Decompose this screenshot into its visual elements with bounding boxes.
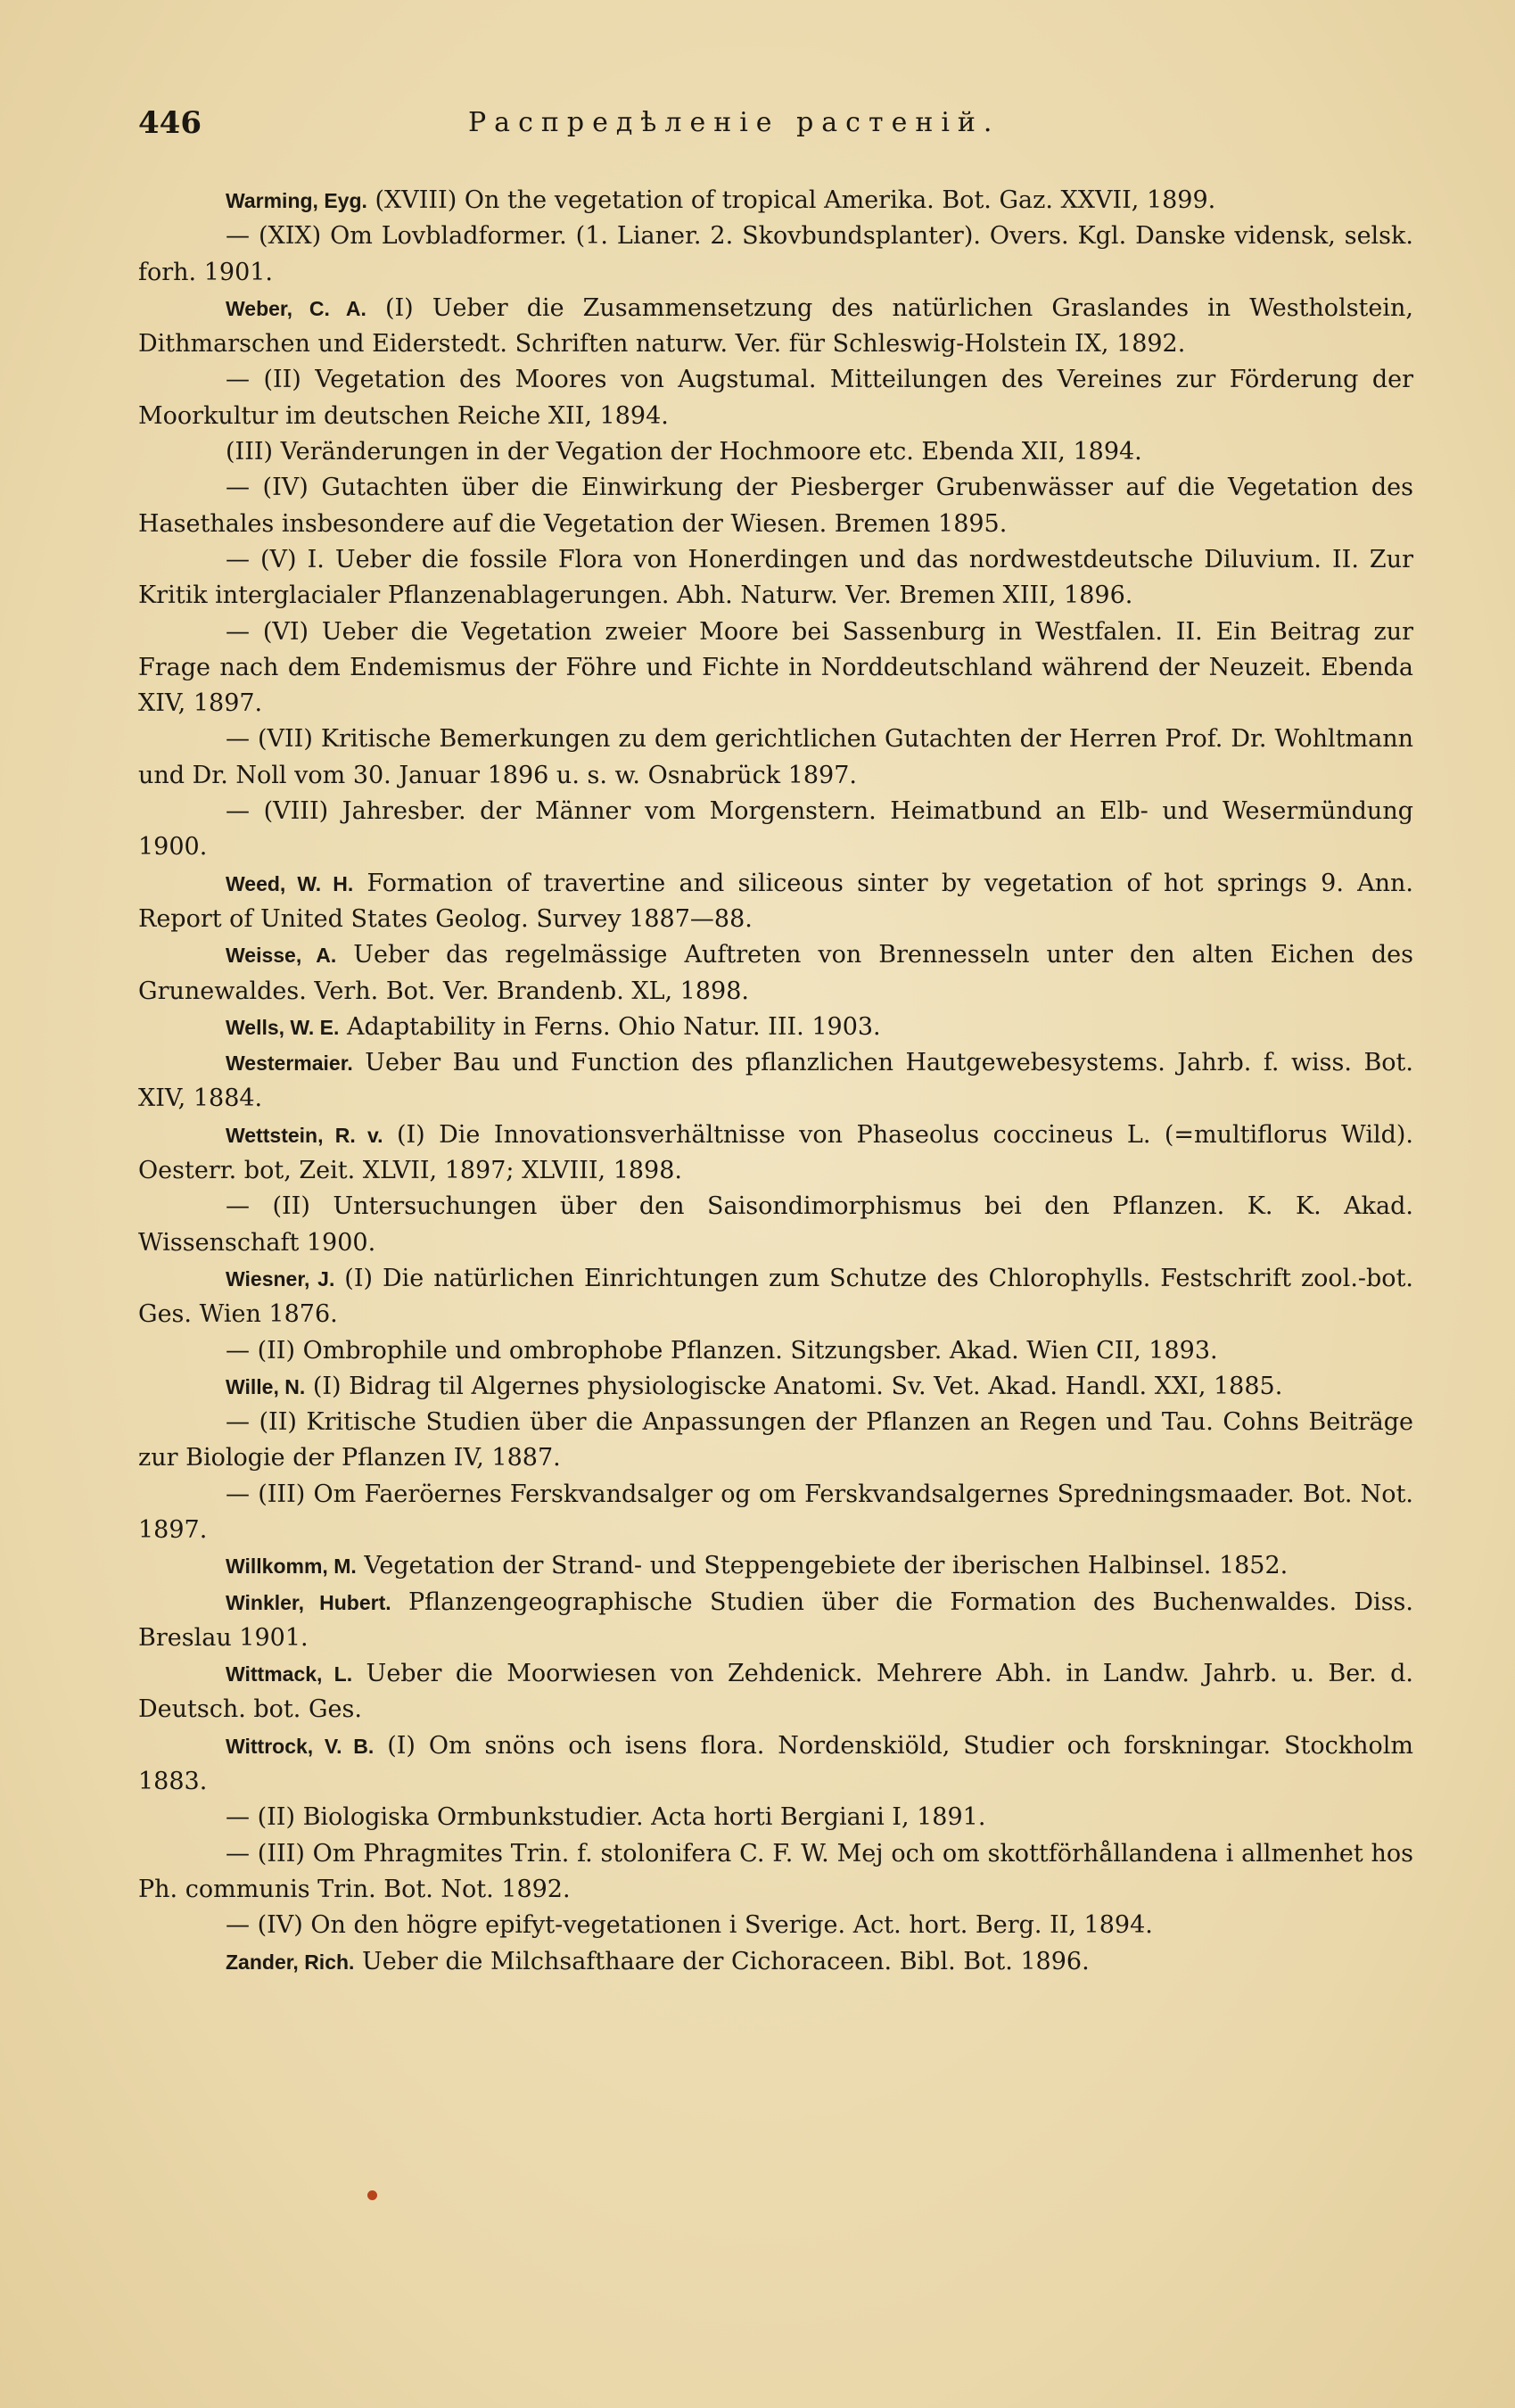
entry-text: Pflanzengeographische Studien über die Formation des Buchenwaldes. Diss. Breslau 1901. [138,1587,1413,1652]
bibliography-entry [138,1836,1413,1909]
entry-author: Westermaier. [226,1051,353,1076]
entry-text: — (II) Vegetation des Moores von Augstumal. Mitteilungen des Vereines zur Förderung der Moorkultur im deutschen Reiche XII, 1894. [138,366,1413,430]
bibliography-entry [138,291,1413,363]
bibliography-entry [138,542,1413,614]
entry-text: Ueber Bau und Function des pflanzlichen Hautgewebesystems. Jahrb. f. wiss. Bot. XIV, 1884. [138,1049,1413,1113]
entry-text: — (II) Kritische Studien über die Anpassungen der Pflanzen an Regen und Tau. Cohns Beiträge zur Biologie der Pflanzen IV, 1887. [138,1408,1413,1472]
entry-author: Weisse, A. [226,944,337,968]
bibliography-list [138,183,1413,1980]
entry-text: (I) Bidrag til Algernes physiologiscke Anatomi. Sv. Vet. Akad. Handl. XXI, 1885. [305,1372,1283,1400]
entry-author: Winkler, Hubert. [226,1590,391,1614]
entry-text: Ueber die Milchsafthaare der Cichoraceen. Bibl. Bot. 1896. [354,1947,1090,1975]
bibliography-entry [138,1908,1413,1943]
entry-text: — (VII) Kritische Bemerkungen zu dem gerichtlichen Gutachten der Herren Prof. Dr. Wohltmann und Dr. Noll vom 30. Januar 1896 u. s. w. Osnabrück 1897. [138,725,1413,789]
entry-text: Adaptability in Ferns. Ohio Natur. III. 1903. [339,1012,881,1041]
bibliography-entry [138,219,1413,291]
entry-author: Weber, C. A. [226,296,366,320]
entry-author: Weed, W. H. [226,871,354,895]
entry-text: (XVIII) On the vegetation of tropical Amerika. Bot. Gaz. XXVII, 1899. [366,186,1216,214]
entry-author: Wiesner, J. [226,1266,335,1291]
bibliography-entry [138,614,1413,722]
bibliography-entry [138,1656,1413,1728]
entry-text: — (IV) Gutachten über die Einwirkung der Piesberger Grubenwässer auf die Vegetation des Hasethales insbesondere auf die Vegetation der Wiesen. Bremen 1895. [138,474,1413,538]
entry-author: Willkomm, M. [226,1554,357,1579]
bibliography-entry [138,470,1413,542]
page-number: 446 [138,105,202,141]
entry-text: — (VIII) Jahresber. der Männer vom Morgenstern. Heimatbund an Elb- und Wesermündung 1900. [138,797,1413,862]
bibliography-entry [138,1045,1413,1117]
entry-text: — (II) Untersuchungen über den Saisondimorphismus bei den Pflanzen. K. K. Akad. Wissenschaft 1900. [138,1192,1413,1257]
entry-author: Wells, W. E. [226,1015,340,1039]
ink-speck [367,2190,377,2200]
page-header [138,105,1404,159]
entry-author: Zander, Rich. [226,1950,355,1974]
bibliography-entry [138,794,1413,866]
entry-text: Formation of travertine and siliceous sinter by vegetation of hot springs 9. Ann. Report of United States Geolog. Survey 1887—88. [138,869,1413,933]
bibliography-entry [138,937,1413,1010]
entry-text: — (XIX) Om Lovbladformer. (1. Lianer. 2. Skovbundsplanter). Overs. Kgl. Danske vidensk, selsk. forh. 1901. [138,222,1413,286]
entry-text: (I) Die Innovationsverhältnisse von Phaseolus coccineus L. (=multiflorus Wild). Oesterr. bot, Zeit. XLVII, 1897; XLVIII, 1898. [138,1120,1413,1185]
entry-text: Vegetation der Strand- und Steppengebiete der iberischen Halbinsel. 1852. [356,1552,1289,1580]
entry-author: Wettstein, R. v. [226,1123,383,1147]
bibliography-entry [138,1333,1413,1369]
entry-text: — (II) Ombrophile und ombrophobe Pflanzen. Sitzungsber. Akad. Wien CII, 1893. [226,1336,1218,1365]
entry-text: (III) Veränderungen in der Vegation der Hochmoore etc. Ebenda XII, 1894. [226,438,1142,466]
bibliography-entry [138,1405,1413,1477]
bibliography-entry [138,1010,1413,1045]
entry-text: — (V) I. Ueber die fossile Flora von Honerdingen und das nordwestdeutsche Diluvium. II. Zur Kritik interglacialer Pflanzenablagerungen. Abh. Naturw. Ver. Bremen XIII, 1896. [138,545,1413,610]
entry-text: — (II) Biologiska Ormbunkstudier. Acta horti Bergiani I, 1891. [226,1803,986,1832]
bibliography-entry [138,1800,1413,1835]
bibliography-entry [138,1944,1413,1980]
entry-text: — (III) Om Faeröernes Ferskvandsalger og om Ferskvandsalgernes Spredningsmaader. Bot. Not. 1897. [138,1480,1413,1544]
bibliography-entry [138,434,1413,470]
entry-text: (I) Om snöns och isens flora. Nordenskiöld, Studier och forskningar. Stockholm 1883. [138,1731,1414,1796]
entry-text: Ueber die Moorwiesen von Zehdenick. Mehrere Abh. in Landw. Jahrb. u. Ber. d. Deutsch. bot. Ges. [138,1660,1414,1724]
entry-text: (I) Die natürlichen Einrichtungen zum Schutze des Chlorophylls. Festschrift zool.-bot. Ges. Wien 1876. [138,1264,1413,1329]
bibliography-entry [138,722,1413,794]
entry-text: — (III) Om Phragmites Trin. f. stolonifera C. F. W. Mej och om skottförhållandena i allmenhet hos Ph. communis Trin. Bot. Not. 1892. [138,1839,1413,1903]
entry-text: — (VI) Ueber die Vegetation zweier Moore bei Sassenburg in Westfalen. II. Ein Beitrag zur Frage nach dem Endemismus der Föhre und Fichte in Norddeutschland während der Neuzeit. Ebenda XIV, 1897. [138,617,1413,718]
entry-author: Wittmack, L. [226,1662,353,1686]
bibliography-entry [138,1261,1413,1333]
entry-author: Wille, N. [226,1374,306,1398]
bibliography-entry [138,183,1413,219]
entry-author: Warming, Eyg. [226,189,367,212]
bibliography-entry [138,1477,1413,1549]
entry-text: Ueber das regelmässige Auftreten von Brennesseln unter den alten Eichen des Grunewaldes. Verh. Bot. Ver. Brandenb. XL, 1898. [138,941,1413,1005]
entry-text: (I) Ueber die Zusammensetzung des natürlichen Graslandes in Westholstein, Dithmarschen und Eiderstedt. Schriften naturw. Ver. für Schleswig-Holstein IX, 1892. [138,293,1413,359]
bibliography-entry [138,1117,1413,1190]
entry-text: — (IV) On den högre epifyt-vegetationen i Sverige. Act. hort. Berg. II, 1894. [226,1911,1153,1940]
running-title: Распредѣленіе растеній. [468,107,1000,138]
bibliography-entry [138,1585,1413,1657]
bibliography-entry [138,362,1413,434]
bibliography-entry [138,866,1413,938]
bibliography-entry [138,1189,1413,1261]
bibliography-entry [138,1728,1413,1801]
bibliography-entry [138,1548,1413,1584]
bibliography-entry [138,1369,1413,1405]
entry-author: Wittrock, V. B. [226,1734,375,1758]
